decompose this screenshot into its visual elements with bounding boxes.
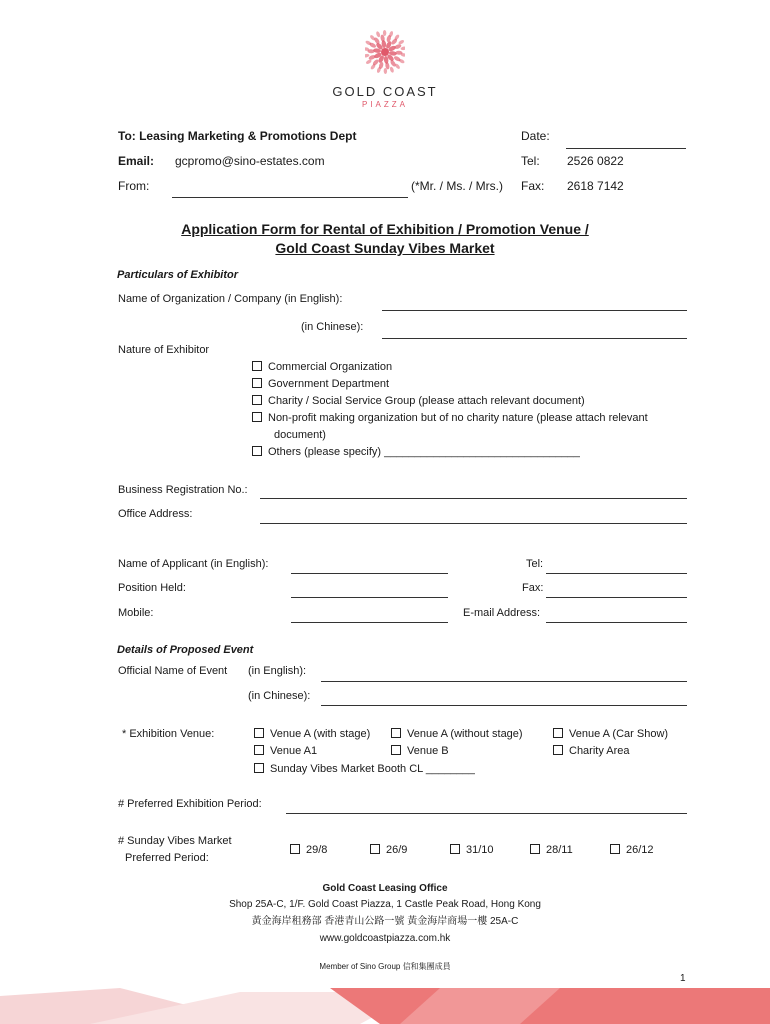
checkbox-commercial[interactable] <box>252 361 262 371</box>
period-label: # Preferred Exhibition Period: <box>118 798 262 810</box>
fax-value: 2618 7142 <box>567 179 624 193</box>
tel-label: Tel: <box>521 154 540 168</box>
salutation-options: (*Mr. / Ms. / Mrs.) <box>411 179 503 193</box>
applicant-tel-field[interactable] <box>546 573 687 574</box>
applicant-fax-label: Fax: <box>522 582 544 594</box>
date-option-2[interactable] <box>370 843 407 857</box>
checkbox-date-4[interactable] <box>530 844 540 854</box>
nature-option-charity-label: Charity / Social Service Group (please attach relevant document) <box>268 395 585 407</box>
checkbox-charity[interactable] <box>252 395 262 405</box>
venue-charity[interactable] <box>553 744 630 758</box>
nature-option-others-label: Others (please specify) ________________________________ <box>268 446 580 458</box>
org-name-label: Name of Organization / Company (in English): <box>118 293 343 305</box>
checkbox-date-1[interactable] <box>290 844 300 854</box>
venue-a-nostage[interactable] <box>391 727 523 741</box>
nature-option-charity[interactable] <box>252 394 585 408</box>
venue-a1[interactable] <box>254 744 317 758</box>
fax-label: Fax: <box>521 179 545 193</box>
page-number: 1 <box>680 973 686 984</box>
gold-coast-flower-logo <box>365 26 405 80</box>
date-label: Date: <box>521 129 550 143</box>
org-name-cn-field[interactable] <box>382 338 687 339</box>
address-label: Office Address: <box>118 508 193 520</box>
checkbox-nonprofit[interactable] <box>252 412 262 422</box>
applicant-label: Name of Applicant (in English): <box>118 558 269 570</box>
applicant-email-label: E-mail Address: <box>463 607 541 619</box>
to-label: To: Leasing Marketing & Promotions Dept <box>118 129 357 143</box>
nature-label: Nature of Exhibitor <box>118 344 210 356</box>
date-option-2-label: 26/9 <box>386 844 408 856</box>
form-title-line1: Application Form for Rental of Exhibition / Promotion Venue / <box>181 221 589 237</box>
event-en-label: (in English): <box>248 665 307 677</box>
footer-website[interactable]: www.goldcoastpiazza.com.hk <box>319 933 451 944</box>
applicant-email-field[interactable] <box>546 622 687 623</box>
email-label: Email: <box>118 154 155 168</box>
br-field[interactable] <box>260 498 687 499</box>
venue-a-car[interactable] <box>553 727 668 741</box>
date-option-4[interactable] <box>530 843 573 857</box>
checkbox-date-3[interactable] <box>450 844 460 854</box>
period-field[interactable] <box>286 813 687 814</box>
checkbox-venue-a-car[interactable] <box>553 728 563 738</box>
date-option-5-label: 26/12 <box>626 844 654 856</box>
nature-option-nonprofit-label: Non-profit making organization but of no charity nature (please attach relevant <box>268 412 648 424</box>
nature-option-commercial-label: Commercial Organization <box>268 361 393 373</box>
event-cn-field[interactable] <box>321 705 687 706</box>
logo-sub: PIAZZA <box>361 100 408 109</box>
checkbox-venue-charity[interactable] <box>553 745 563 755</box>
nature-option-nonprofit-cont: document) <box>274 429 326 441</box>
nature-option-others[interactable] <box>252 445 580 459</box>
venue-a-stage-label: Venue A (with stage) <box>270 728 371 740</box>
email-value: gcpromo@sino-estates.com <box>175 154 325 168</box>
date-option-5[interactable] <box>610 843 654 857</box>
venue-sunday[interactable] <box>254 762 475 776</box>
date-option-1-label: 29/8 <box>306 844 328 856</box>
checkbox-venue-sunday[interactable] <box>254 763 264 773</box>
date-option-4-label: 28/11 <box>546 844 573 856</box>
footer-office: Gold Coast Leasing Office <box>322 883 448 894</box>
logo-name: GOLD COAST <box>332 84 438 99</box>
section-event: Details of Proposed Event <box>117 644 254 656</box>
venue-a-stage[interactable] <box>254 727 370 741</box>
date-option-3[interactable] <box>450 843 494 857</box>
event-en-field[interactable] <box>321 681 687 682</box>
checkbox-venue-a-nostage[interactable] <box>391 728 401 738</box>
venue-sunday-label: Sunday Vibes Market Booth CL ________ <box>270 763 475 775</box>
checkbox-venue-a-stage[interactable] <box>254 728 264 738</box>
checkbox-venue-a1[interactable] <box>254 745 264 755</box>
venue-charity-label: Charity Area <box>569 745 630 757</box>
date-option-1[interactable] <box>290 843 327 857</box>
org-name-cn-label: (in Chinese): <box>301 321 364 333</box>
br-label: Business Registration No.: <box>118 484 248 496</box>
venue-b-label: Venue B <box>407 745 449 757</box>
venue-a1-label: Venue A1 <box>270 745 318 757</box>
checkbox-government[interactable] <box>252 378 262 388</box>
form-title-line2: Gold Coast Sunday Vibes Market <box>275 240 495 256</box>
footer-address-cn: 黃金海岸租務部 香港青山公路一號 黃金海岸商場一樓 25A-C <box>251 916 519 927</box>
from-label: From: <box>118 179 150 193</box>
position-field[interactable] <box>291 597 448 598</box>
footer-address-en: Shop 25A-C, 1/F. Gold Coast Piazza, 1 Castle Peak Road, Hong Kong <box>229 899 541 910</box>
footer-member: Member of Sino Group 信和集團成員 <box>319 962 451 971</box>
checkbox-date-2[interactable] <box>370 844 380 854</box>
mobile-label: Mobile: <box>118 607 154 619</box>
event-cn-label: (in Chinese): <box>248 690 311 702</box>
section-exhibitor: Particulars of Exhibitor <box>117 269 239 281</box>
org-name-en-field[interactable] <box>382 310 687 311</box>
venue-a-car-label: Venue A (Car Show) <box>569 728 669 740</box>
applicant-tel-label: Tel: <box>526 558 544 570</box>
market-label-2: Preferred Period: <box>125 852 209 864</box>
market-label-1: # Sunday Vibes Market <box>118 835 232 847</box>
official-name-label: Official Name of Event <box>118 665 228 677</box>
footer-decorative-band <box>0 988 770 1024</box>
checkbox-others[interactable] <box>252 446 262 456</box>
applicant-fax-field[interactable] <box>546 597 687 598</box>
venue-label: * Exhibition Venue: <box>122 728 215 740</box>
nature-option-commercial[interactable] <box>252 360 392 374</box>
checkbox-venue-b[interactable] <box>391 745 401 755</box>
date-option-3-label: 31/10 <box>466 844 494 856</box>
mobile-field[interactable] <box>291 622 448 623</box>
position-label: Position Held: <box>118 582 186 594</box>
nature-option-government-label: Government Department <box>268 378 390 390</box>
nature-option-government[interactable] <box>252 377 389 391</box>
nature-option-nonprofit[interactable] <box>252 411 648 425</box>
address-field[interactable] <box>260 523 687 524</box>
venue-a-nostage-label: Venue A (without stage) <box>407 728 523 740</box>
from-field[interactable] <box>172 197 408 198</box>
date-field[interactable] <box>566 148 686 149</box>
tel-value: 2526 0822 <box>567 154 624 168</box>
venue-b[interactable] <box>391 744 449 758</box>
checkbox-date-5[interactable] <box>610 844 620 854</box>
applicant-field[interactable] <box>291 573 448 574</box>
